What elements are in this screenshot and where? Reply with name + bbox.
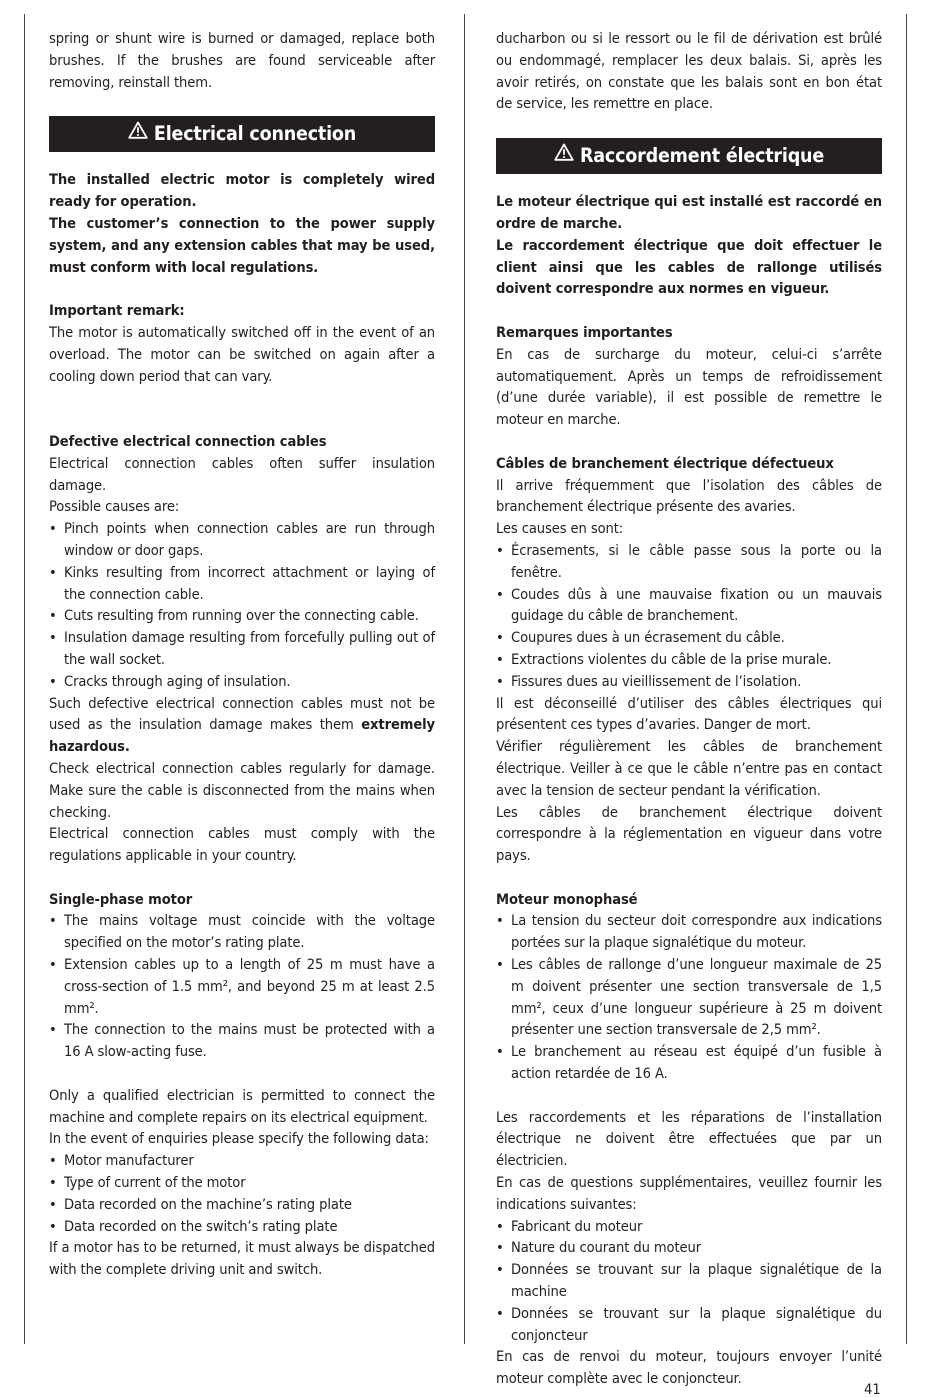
- list-item: • Cracks through aging of insulation.: [49, 671, 435, 693]
- list-item: • Insulation damage resulting from forcefully pulling out of the wall socket.: [49, 627, 435, 671]
- list-item: • Data recorded on the switch’s rating plate: [49, 1216, 435, 1238]
- right-margin-rule: [906, 14, 907, 1344]
- enquiry-text: In the event of enquiries please specify the following data:: [49, 1130, 429, 1148]
- intro-paragraph: spring or shunt wire is burned or damaged, replace both brushes. If the brushes are found serviceable after removing, reinstall them.: [49, 30, 435, 91]
- list-item: • La tension du secteur doit correspondre aux indications portées sur la plaque signalétique du moteur.: [496, 910, 882, 954]
- section-banner: [496, 138, 882, 174]
- check-text: Check electrical connection cables regularly for damage. Make sure the cable is disconnected from the mains when checking.: [49, 759, 435, 821]
- danger-text: Il est déconseillé d’utiliser des câbles électriques qui présentent ces types d’avaries. Danger de mort.: [496, 694, 882, 734]
- cables-intro: Il arrive fréquemment que l’isolation des câbles de branchement électrique présente des avaries.: [496, 476, 882, 516]
- comply-text: Electrical connection cables must comply with the regulations applicable in your country.: [49, 825, 435, 865]
- page-number: 41: [864, 1381, 881, 1398]
- cables-heading: Câbles de branchement électrique défectueux: [496, 454, 834, 472]
- qualified-text: Les raccordements et les réparations de l’installation électrique ne doivent être effectuées que par un électricien.: [496, 1108, 882, 1170]
- list-item: • Kinks resulting from incorrect attachment or laying of the connection cable.: [49, 562, 435, 606]
- defective-warning-emphasis: extremely hazardous.: [49, 716, 435, 756]
- left-margin-rule: [24, 14, 25, 1344]
- cables-heading: Defective electrical connection cables: [49, 432, 327, 450]
- lead-paragraph-1: The installed electric motor is completely wired ready for operation.: [49, 171, 435, 211]
- list-item: • The mains voltage must coincide with the voltage specified on the motor’s rating plate.: [49, 910, 435, 954]
- section-title: Electrical connection: [153, 122, 357, 146]
- list-item: • Cuts resulting from running over the connecting cable.: [49, 605, 435, 627]
- return-text: If a motor has to be returned, it must always be dispatched with the complete driving unit and switch.: [49, 1239, 435, 1279]
- single-phase-heading: Moteur monophasé: [496, 890, 638, 908]
- list-item: • Extractions violentes du câble de la prise murale.: [496, 649, 882, 671]
- warning-triangle-icon: [554, 137, 574, 173]
- warning-triangle-icon: [128, 115, 148, 151]
- list-item: • Pinch points when connection cables are run through window or door gaps.: [49, 518, 435, 562]
- list-item: • Les câbles de rallonge d’une longueur maximale de 25 m doivent présenter une section transversale de 1,5 mm², ceux d’une longueur supérieure à 25 m doivent présenter une section transversale de 2,5 mm².: [496, 954, 882, 1041]
- intro-paragraph: ducharbon ou si le ressort ou le fil de dérivation est brûlé ou endommagé, remplacer les deux balais. Si, après les avoir retirés, on constate que les balais sont en bon état de service, les remettre en place.: [496, 30, 882, 113]
- enquiry-list: [496, 1216, 882, 1347]
- causes-list: [49, 518, 435, 692]
- french-column: [496, 28, 882, 1390]
- lead-paragraph-2: Le raccordement électrique que doit effectuer le client ainsi que les cables de rallonge utilisés doivent correspondre aux normes en vigueur.: [496, 236, 882, 298]
- defective-warning-text: Such defective electrical connection cables must not be used as the insulation damage makes them: [49, 694, 435, 734]
- section-banner: [49, 116, 435, 152]
- comply-text: Les câbles de branchement électrique doivent correspondre à la réglementation en vigueur dans votre pays.: [496, 803, 882, 865]
- remark-heading: Important remark:: [49, 302, 185, 320]
- single-phase-list: [49, 910, 435, 1063]
- qualified-text: Only a qualified electrician is permitted to connect the machine and complete repairs on its electrical equipment.: [49, 1086, 435, 1126]
- remark-text: The motor is automatically switched off in the event of an overload. The motor can be switched on again after a cooling down period that can vary.: [49, 323, 435, 385]
- enquiry-text: En cas de questions supplémentaires, veuillez fournir les indications suivantes:: [496, 1174, 882, 1213]
- remark-heading: Remarques importantes: [496, 323, 673, 341]
- section-title: Raccordement électrique: [579, 144, 825, 168]
- list-item: • Fissures dues au vieillissement de l’isolation.: [496, 671, 882, 693]
- single-phase-heading: Single-phase motor: [49, 890, 193, 908]
- return-text: En cas de renvoi du moteur, toujours envoyer l’unité moteur complète avec le conjoncteur.: [496, 1348, 882, 1388]
- defective-warning: [49, 693, 435, 758]
- remark-text: En cas de surcharge du moteur, celui-ci s’arrête automatiquement. Après un temps de refroidissement (d’une durée variable), il est possible de remettre le moteur en marche.: [496, 345, 882, 429]
- list-item: • Extension cables up to a length of 25 m must have a cross-section of 1.5 mm², and beyond 25 m at least 2.5 mm².: [49, 954, 435, 1019]
- column-divider: [464, 14, 465, 1344]
- enquiry-list: [49, 1150, 435, 1237]
- list-item: • Données se trouvant sur la plaque signalétique de la machine: [496, 1259, 882, 1303]
- list-item: • Fabricant du moteur: [496, 1216, 882, 1238]
- list-item: • Motor manufacturer: [49, 1150, 435, 1172]
- lead-paragraph-1: Le moteur électrique qui est installé est raccordé en ordre de marche.: [496, 193, 882, 232]
- list-item: • Écrasements, si le câble passe sous la porte ou la fenêtre.: [496, 540, 882, 584]
- list-item: • Nature du courant du moteur: [496, 1237, 882, 1259]
- list-item: • Données se trouvant sur la plaque signalétique du conjoncteur: [496, 1303, 882, 1347]
- lead-paragraph-2: The customer’s connection to the power supply system, and any extension cables that may be used, must conform with local regulations.: [49, 214, 435, 276]
- list-item: • Le branchement au réseau est équipé d’un fusible à action retardée de 16 A.: [496, 1041, 882, 1085]
- english-column: [49, 28, 435, 1281]
- list-item: • Type of current of the motor: [49, 1172, 435, 1194]
- list-item: • Coudes dûs à une mauvaise fixation ou un mauvais guidage du câble de branchement.: [496, 584, 882, 628]
- causes-label: Les causes en sont:: [496, 520, 624, 538]
- check-text: Vérifier régulièrement les câbles de branchement électrique. Veiller à ce que le câble n’entre pas en contact avec la tension de secteur pendant la vérification.: [496, 738, 882, 799]
- cables-intro: Electrical connection cables often suffer insulation damage.: [49, 454, 435, 494]
- causes-list: [496, 540, 882, 693]
- list-item: • Data recorded on the machine’s rating plate: [49, 1194, 435, 1216]
- list-item: • The connection to the mains must be protected with a 16 A slow-acting fuse.: [49, 1019, 435, 1063]
- single-phase-list: [496, 910, 882, 1084]
- causes-label: Possible causes are:: [49, 498, 180, 516]
- list-item: • Coupures dues à un écrasement du câble.: [496, 627, 882, 649]
